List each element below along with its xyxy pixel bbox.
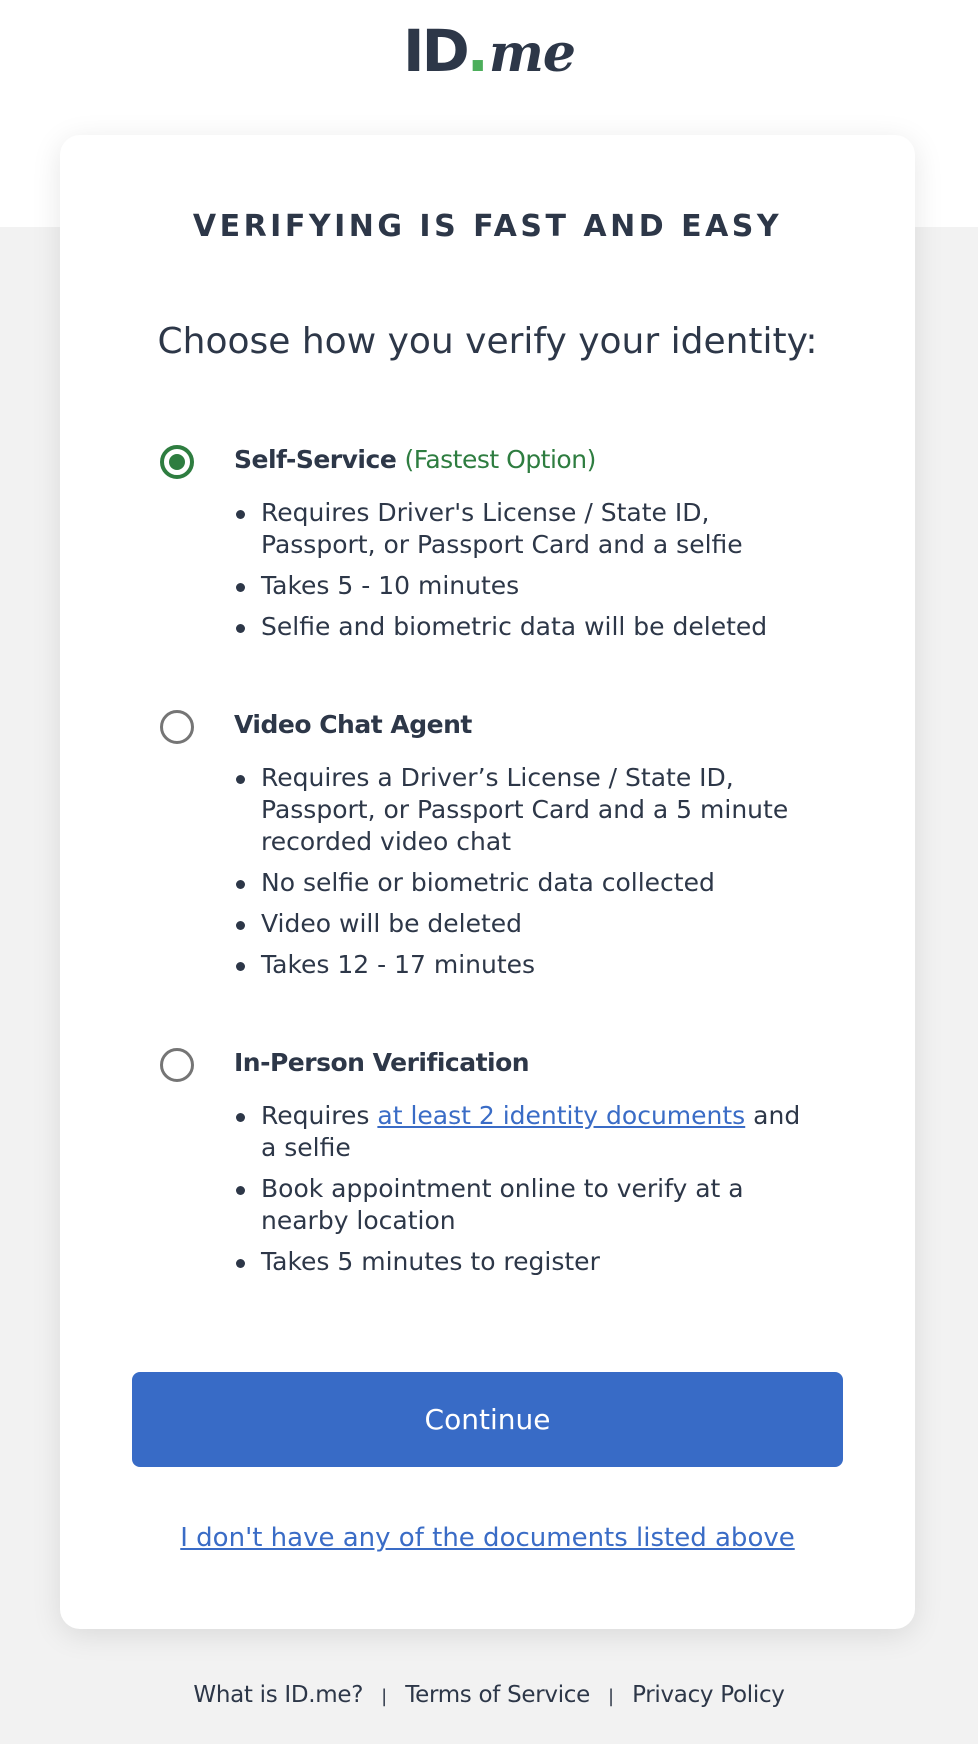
what-is-idme-link[interactable]: What is ID.me? (193, 1682, 364, 1708)
identity-documents-link[interactable]: at least 2 identity documents (377, 1101, 746, 1130)
logo-dot: . (466, 17, 489, 85)
option-title[interactable] (234, 1048, 529, 1077)
video-chat-radio[interactable] (160, 710, 194, 744)
list-item: Takes 5 minutes to register (234, 1246, 814, 1278)
option-title[interactable] (234, 445, 596, 474)
page-heading: Choose how you verify your identity: (157, 321, 818, 362)
radio-selected-dot (169, 454, 185, 470)
footer-separator: | (607, 1686, 615, 1707)
verification-card (60, 135, 915, 1629)
self-service-radio[interactable] (160, 445, 194, 479)
logo-id-text: ID (403, 17, 467, 85)
logo-me-text: me (488, 23, 575, 84)
idme-logo (0, 17, 978, 85)
eyebrow-title: VERIFYING IS FAST AND EASY (192, 209, 783, 244)
footer-separator: | (381, 1686, 388, 1707)
option-details-list (234, 1100, 814, 1287)
privacy-policy-link[interactable]: Privacy Policy (632, 1682, 785, 1708)
list-item: Takes 12 - 17 minutes (234, 949, 814, 981)
list-item: Book appointment online to verify at a nearby location (234, 1173, 814, 1237)
option-details-list (234, 762, 814, 990)
option-title-text: In-Person Verification (234, 1048, 530, 1077)
continue-button[interactable]: Continue (132, 1372, 843, 1467)
list-item (234, 1100, 814, 1164)
list-item: No selfie or biometric data collected (234, 867, 814, 899)
and-selfie-text: and a selfie (261, 1101, 801, 1162)
fastest-option-tag: (Fastest Option) (404, 445, 596, 474)
list-item: Requires a Driver’s License / State ID, Passport, or Passport Card and a 5 minute recorded video chat (234, 762, 814, 858)
requires-text: Requires (261, 1101, 378, 1130)
list-item: Takes 5 - 10 minutes (234, 570, 814, 602)
footer-links (0, 1682, 978, 1708)
option-details-list (234, 497, 814, 652)
list-item: Selfie and biometric data will be deleted (234, 611, 814, 643)
option-title-text: Video Chat Agent (234, 710, 472, 739)
list-item: Requires Driver's License / State ID, Passport, or Passport Card and a selfie (234, 497, 814, 561)
list-item: Video will be deleted (234, 908, 814, 940)
terms-of-service-link[interactable]: Terms of Service (405, 1682, 590, 1708)
option-title-text: Self-Service (234, 445, 397, 474)
in-person-radio[interactable] (160, 1048, 194, 1082)
no-documents-link[interactable]: I don't have any of the documents listed above (180, 1523, 795, 1553)
option-title[interactable] (234, 710, 472, 739)
